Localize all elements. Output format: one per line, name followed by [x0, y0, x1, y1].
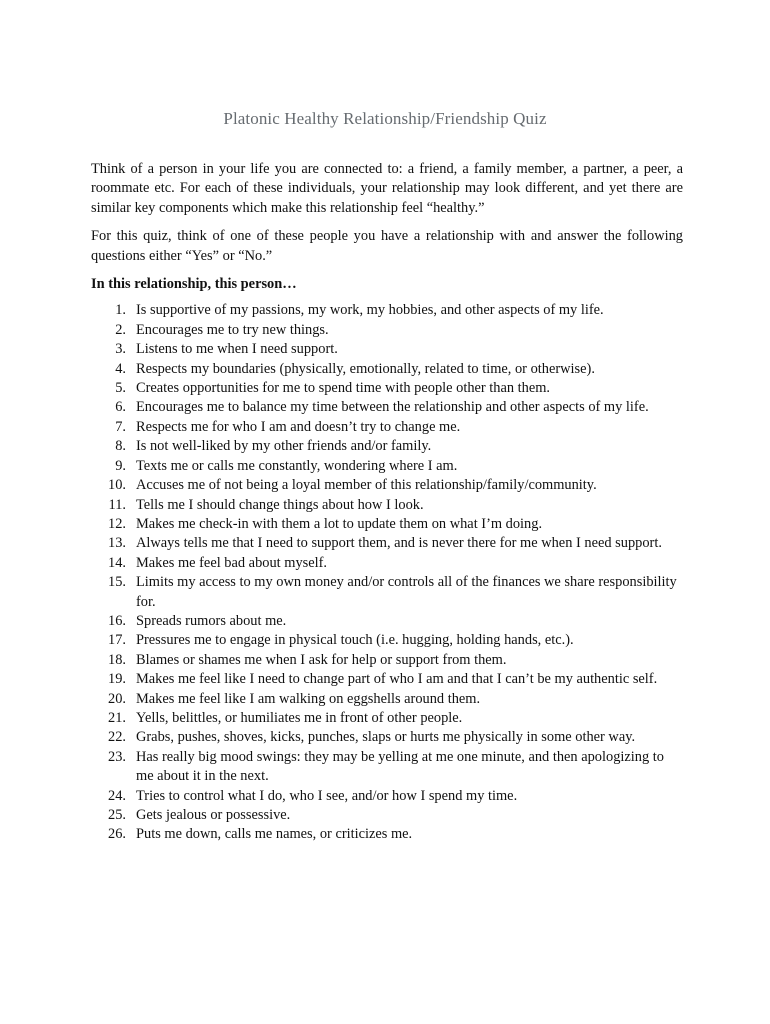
question-number: 25.	[108, 807, 126, 823]
question-text: Always tells me that I need to support them, and is never there for me when I need support.	[136, 535, 662, 552]
quiz-question	[91, 690, 683, 709]
question-number: 24.	[108, 787, 126, 804]
quiz-question	[91, 787, 683, 806]
question-number: 8.	[115, 438, 126, 455]
quiz-question	[91, 457, 683, 476]
quiz-question	[91, 631, 683, 650]
quiz-question	[91, 573, 683, 612]
question-text: Creates opportunities for me to spend time with people other than them.	[136, 380, 551, 397]
question-number: 22.	[108, 729, 126, 746]
question-text: Pressures me to engage in physical touch (i.e. hugging, holding hands, etc.).	[136, 632, 574, 649]
quiz-question	[91, 476, 683, 495]
quiz-question	[91, 825, 683, 844]
question-number: 17.	[108, 632, 126, 649]
question-number: 6.	[115, 399, 126, 416]
quiz-question	[91, 321, 683, 340]
quiz-question	[91, 515, 683, 534]
quiz-question	[91, 418, 683, 437]
question-text: Puts me down, calls me names, or criticizes me.	[136, 826, 413, 843]
question-number: 3.	[115, 341, 126, 358]
question-text: Listens to me when I need support.	[136, 341, 338, 358]
question-number: 7.	[115, 418, 126, 435]
question-number: 21.	[108, 709, 126, 726]
question-number: 20.	[108, 690, 126, 707]
intro-paragraph: Think of a person in your life you are connected to: a friend, a family member, a partner, a peer, a roommate etc. For each of these individuals, your relationship may look different, and yet there are similar key components which make this relationship feel “healthy.”	[91, 161, 683, 216]
quiz-question	[91, 670, 683, 689]
instructions-paragraph: For this quiz, think of one of these people you have a relationship with and answer the following questions either “Yes” or “No.”	[91, 228, 683, 264]
question-number: 4.	[115, 360, 126, 377]
question-text: Makes me feel like I am walking on eggshells around them.	[136, 690, 481, 707]
question-number: 16.	[108, 612, 126, 629]
question-number: 2.	[115, 321, 126, 338]
quiz-question	[91, 534, 683, 553]
question-text: Makes me feel bad about myself.	[136, 554, 328, 571]
question-number: 10.	[108, 477, 126, 494]
question-number: 9.	[115, 457, 126, 474]
question-text: Makes me check-in with them a lot to update them on what I’m doing.	[136, 515, 543, 532]
question-text: Limits my access to my own money and/or controls all of the finances we share responsibility for.	[136, 574, 677, 610]
question-text: Encourages me to balance my time between the relationship and other aspects of my life.	[136, 399, 649, 416]
question-text: Respects me for who I am and doesn’t try to change me.	[136, 418, 461, 435]
question-text: Tells me I should change things about how I look.	[136, 496, 424, 513]
quiz-question	[91, 709, 683, 728]
quiz-question	[91, 437, 683, 456]
question-number: 12.	[108, 515, 126, 532]
quiz-question	[91, 806, 683, 825]
quiz-question	[91, 340, 683, 359]
quiz-question	[91, 398, 683, 417]
question-number: 19.	[108, 671, 126, 688]
question-text: Tries to control what I do, who I see, and/or how I spend my time.	[136, 787, 518, 804]
quiz-question	[91, 301, 683, 320]
question-number: 13.	[108, 535, 126, 552]
question-number: 26.	[108, 826, 126, 843]
question-text: Is supportive of my passions, my work, my hobbies, and other aspects of my life.	[136, 302, 604, 319]
question-text: Encourages me to try new things.	[136, 321, 329, 338]
question-text: Has really big mood swings: they may be yelling at me one minute, and then apologizing to me about it in the next.	[136, 748, 664, 785]
question-text: Respects my boundaries (physically, emotionally, related to time, or otherwise).	[136, 360, 595, 377]
question-text: Blames or shames me when I ask for help or support from them.	[136, 651, 507, 668]
quiz-question	[91, 651, 683, 670]
list-lead-in: In this relationship, this person…	[91, 276, 297, 293]
question-text: Is not well-liked by my other friends and/or family.	[136, 438, 432, 455]
question-text: Yells, belittles, or humiliates me in front of other people.	[136, 709, 463, 726]
question-text: Spreads rumors about me.	[136, 612, 287, 629]
question-number: 15.	[108, 574, 126, 591]
question-number: 1.	[115, 302, 126, 319]
question-text: Grabs, pushes, shoves, kicks, punches, slaps or hurts me physically in some other way.	[136, 729, 636, 746]
document-body	[91, 160, 683, 845]
quiz-question	[91, 554, 683, 573]
question-text: Accuses me of not being a loyal member of this relationship/family/community.	[136, 477, 597, 494]
question-text: Makes me feel like I need to change part of who I am and that I can’t be my authentic self.	[136, 671, 658, 688]
quiz-question	[91, 728, 683, 747]
quiz-question	[91, 360, 683, 379]
quiz-question	[91, 612, 683, 631]
question-number: 11.	[108, 496, 126, 513]
question-text: Texts me or calls me constantly, wondering where I am.	[136, 457, 458, 474]
question-text: Gets jealous or possessive.	[136, 807, 291, 823]
question-number: 5.	[115, 380, 126, 397]
question-number: 14.	[108, 554, 126, 571]
question-number: 23.	[108, 748, 126, 765]
page-title: Platonic Healthy Relationship/Friendship Quiz	[223, 109, 547, 128]
quiz-question	[91, 379, 683, 398]
quiz-question-list	[91, 301, 683, 844]
quiz-question	[91, 748, 683, 787]
question-number: 18.	[108, 651, 126, 668]
quiz-question	[91, 496, 683, 515]
